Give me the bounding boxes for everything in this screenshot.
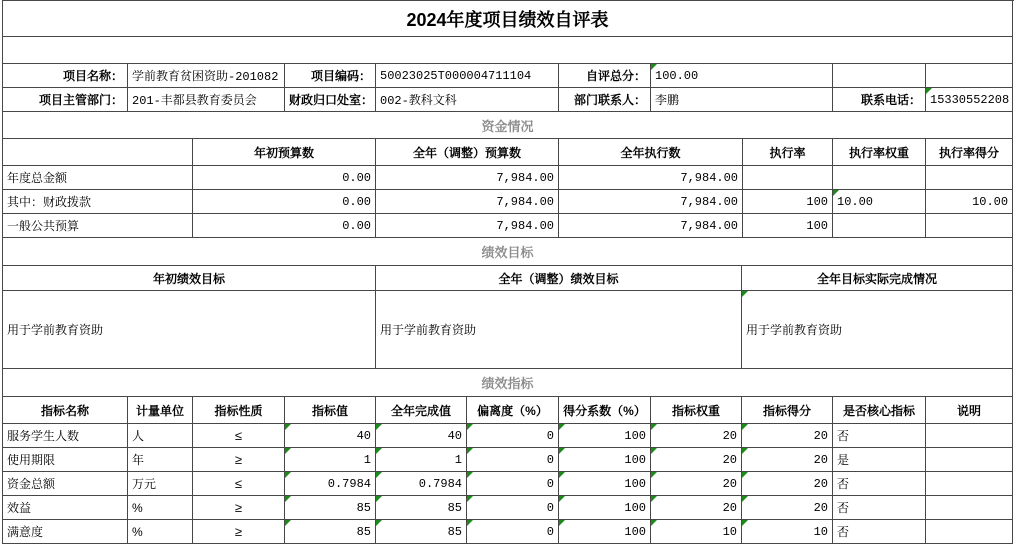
indicator-value-cell[interactable]: 100 [559,520,651,544]
green-corner-marker-icon [651,64,657,70]
funding-value-cell[interactable]: 7,984.00 [559,214,743,238]
indicator-value-cell[interactable]: 100 [559,496,651,520]
green-corner-marker-icon [651,520,657,526]
indicator-value-cell[interactable]: 否 [833,520,926,544]
indicator-value-cell[interactable]: 1 [285,448,376,472]
funding-header-cell: 全年（调整）预算数 [376,139,559,166]
funding-row-label: 其中：财政拨款 [3,190,193,214]
section-title-funding: 资金情况 [3,112,1013,139]
funding-header-cell: 年初预算数 [193,139,376,166]
funding-value-cell[interactable]: 7,984.00 [559,166,743,190]
funding-value-cell[interactable] [926,214,1013,238]
indicator-value-cell[interactable]: ≥ [193,448,285,472]
indicator-value-cell[interactable]: 85 [376,496,467,520]
green-corner-marker-icon [376,424,382,430]
indicator-value-cell[interactable]: 85 [376,520,467,544]
empty-cell [833,64,926,88]
green-corner-marker-icon [651,424,657,430]
project-name-value[interactable]: 学前教育贫困资助-201082 [128,64,285,88]
indicator-value-cell[interactable]: 20 [742,496,833,520]
indicator-value-cell[interactable]: 10 [742,520,833,544]
indicator-value-cell[interactable]: 否 [833,496,926,520]
funding-row-label: 一般公共预算 [3,214,193,238]
funding-value-cell[interactable]: 10.00 [833,190,926,214]
funding-value-cell[interactable]: 100 [743,190,833,214]
green-corner-marker-icon [467,472,473,478]
funding-value-cell[interactable]: 0.00 [193,166,376,190]
indicator-name-cell: 资金总额 [3,472,128,496]
department-label: 项目主管部门： [3,88,128,112]
contact-person-value[interactable]: 李鹏 [651,88,833,112]
project-code-label: 项目编码： [285,64,376,88]
indicator-value-cell[interactable] [926,448,1013,472]
indicator-value-cell[interactable]: 人 [128,424,193,448]
green-corner-marker-icon [742,424,748,430]
green-corner-marker-icon [467,520,473,526]
indicator-value-cell[interactable]: 100 [559,472,651,496]
indicator-value-cell[interactable]: ≤ [193,424,285,448]
funding-value-cell[interactable]: 10.00 [926,190,1013,214]
indicator-value-cell[interactable]: 40 [376,424,467,448]
indicator-value-cell[interactable]: 0 [467,424,559,448]
goals-table [3,238,1013,369]
green-corner-marker-icon [742,520,748,526]
performance-self-eval-sheet [2,0,1014,544]
green-corner-marker-icon [559,424,565,430]
indicator-value-cell[interactable]: 20 [742,448,833,472]
indicator-header-cell: 得分系数（%） [559,397,651,424]
goals-header-cell: 年初绩效目标 [3,266,376,291]
contact-person-label: 部门联系人： [559,88,651,112]
indicator-header-cell: 指标权重 [651,397,742,424]
indicator-value-cell[interactable]: 85 [285,520,376,544]
section-title-goals: 绩效目标 [3,238,1013,266]
indicator-value-cell[interactable]: 否 [833,424,926,448]
indicator-value-cell[interactable]: 100 [559,424,651,448]
indicator-value-cell[interactable]: ≤ [193,472,285,496]
indicator-name-cell: 效益 [3,496,128,520]
project-code-value[interactable]: 50023025T000004711104 [376,64,559,88]
indicator-value-cell[interactable]: 是 [833,448,926,472]
funding-value-cell[interactable]: 7,984.00 [376,166,559,190]
goals-header-cell: 全年目标实际完成情况 [742,266,1013,291]
indicator-value-cell[interactable] [926,424,1013,448]
indicator-value-cell[interactable]: 100 [559,448,651,472]
green-corner-marker-icon [376,472,382,478]
indicator-value-cell[interactable]: ≥ [193,520,285,544]
green-corner-marker-icon [833,190,839,196]
funding-row-label: 年度总金额 [3,166,193,190]
green-corner-marker-icon [926,88,932,94]
green-corner-marker-icon [559,496,565,502]
indicator-header-cell: 指标得分 [742,397,833,424]
phone-value[interactable]: 15330552208 [926,88,1013,112]
indicator-header-cell: 计量单位 [128,397,193,424]
indicator-value-cell[interactable]: 20 [651,448,742,472]
funding-value-cell[interactable] [833,214,926,238]
indicator-value-cell[interactable] [926,520,1013,544]
department-value[interactable]: 201-丰都县教育委员会 [128,88,285,112]
funding-value-cell[interactable]: 7,984.00 [376,214,559,238]
funding-value-cell[interactable]: 7,984.00 [376,190,559,214]
goal-text-cell[interactable]: 用于学前教育资助 [376,291,742,369]
indicator-value-cell[interactable]: 20 [651,424,742,448]
green-corner-marker-icon [742,472,748,478]
funding-value-cell[interactable] [926,166,1013,190]
funding-header-cell [3,139,193,166]
funding-value-cell[interactable] [743,166,833,190]
indicator-value-cell[interactable]: 20 [651,496,742,520]
goal-text-cell[interactable]: 用于学前教育资助 [3,291,376,369]
funding-table [3,112,1013,238]
goals-header-cell: 全年（调整）绩效目标 [376,266,742,291]
empty-cell[interactable] [926,64,1013,88]
green-corner-marker-icon [651,496,657,502]
green-corner-marker-icon [285,448,291,454]
funding-value-cell[interactable] [833,166,926,190]
funding-value-cell[interactable]: 0.00 [193,190,376,214]
green-corner-marker-icon [467,496,473,502]
green-corner-marker-icon [376,496,382,502]
indicator-value-cell[interactable]: 0 [467,496,559,520]
indicator-header-cell: 说明 [926,397,1013,424]
section-title-indicators: 绩效指标 [3,369,1013,397]
project-info-table [3,1,1013,112]
indicator-value-cell[interactable] [926,496,1013,520]
self-score-label: 自评总分： [559,64,651,88]
green-corner-marker-icon [467,424,473,430]
indicator-value-cell[interactable]: 0.7984 [376,472,467,496]
spacer-row [3,37,1013,64]
funding-header-cell: 执行率 [743,139,833,166]
funding-header-cell: 执行率得分 [926,139,1013,166]
indicator-value-cell[interactable]: 0.7984 [285,472,376,496]
project-name-label: 项目名称： [3,64,128,88]
indicator-value-cell[interactable]: % [128,496,193,520]
indicator-name-cell: 满意度 [3,520,128,544]
fiscal-office-label: 财政归口处室： [285,88,376,112]
indicator-header-cell: 指标性质 [193,397,285,424]
funding-header-cell: 执行率权重 [833,139,926,166]
indicator-value-cell[interactable] [926,472,1013,496]
page-title: 2024年度项目绩效自评表 [3,1,1013,37]
green-corner-marker-icon [285,496,291,502]
indicator-name-cell: 服务学生人数 [3,424,128,448]
indicator-value-cell[interactable]: ≥ [193,496,285,520]
indicator-header-cell: 指标值 [285,397,376,424]
green-corner-marker-icon [742,448,748,454]
green-corner-marker-icon [376,448,382,454]
green-corner-marker-icon [285,424,291,430]
green-corner-marker-icon [285,520,291,526]
indicator-header-cell: 偏离度（%） [467,397,559,424]
indicator-value-cell[interactable]: 否 [833,472,926,496]
green-corner-marker-icon [467,448,473,454]
indicator-value-cell[interactable]: 1 [376,448,467,472]
green-corner-marker-icon [742,291,748,297]
indicators-table [3,369,1013,544]
funding-value-cell[interactable]: 0.00 [193,214,376,238]
indicator-header-cell: 是否核心指标 [833,397,926,424]
indicator-value-cell[interactable]: 0 [467,448,559,472]
funding-value-cell[interactable]: 7,984.00 [559,190,743,214]
indicator-value-cell[interactable]: 40 [285,424,376,448]
indicator-value-cell[interactable]: 85 [285,496,376,520]
self-score-value[interactable]: 100.00 [651,64,833,88]
green-corner-marker-icon [651,448,657,454]
indicator-value-cell[interactable]: 年 [128,448,193,472]
green-corner-marker-icon [376,520,382,526]
green-corner-marker-icon [742,496,748,502]
indicator-name-cell: 使用期限 [3,448,128,472]
green-corner-marker-icon [559,520,565,526]
phone-label: 联系电话： [833,88,926,112]
indicator-value-cell[interactable]: 0 [467,472,559,496]
green-corner-marker-icon [559,472,565,478]
indicator-header-cell: 全年完成值 [376,397,467,424]
funding-value-cell[interactable]: 100 [743,214,833,238]
funding-header-cell: 全年执行数 [559,139,743,166]
indicator-value-cell[interactable]: 0 [467,520,559,544]
green-corner-marker-icon [559,448,565,454]
indicator-value-cell[interactable]: % [128,520,193,544]
fiscal-office-value[interactable]: 002-教科文科 [376,88,559,112]
indicator-header-cell: 指标名称 [3,397,128,424]
indicator-value-cell[interactable]: 10 [651,520,742,544]
indicator-value-cell[interactable]: 20 [651,472,742,496]
indicator-value-cell[interactable]: 20 [742,472,833,496]
indicator-value-cell[interactable]: 万元 [128,472,193,496]
indicator-value-cell[interactable]: 20 [742,424,833,448]
green-corner-marker-icon [651,472,657,478]
goal-text-cell[interactable]: 用于学前教育资助 [742,291,1013,369]
green-corner-marker-icon [285,472,291,478]
